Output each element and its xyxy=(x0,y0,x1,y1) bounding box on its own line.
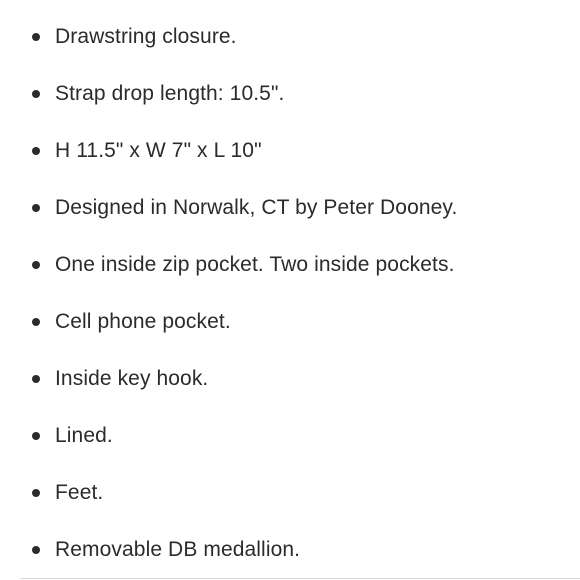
bullet-icon xyxy=(32,546,40,554)
feature-text: Inside key hook. xyxy=(55,366,209,390)
bullet-icon xyxy=(32,261,40,269)
feature-text: Strap drop length: 10.5". xyxy=(55,81,285,105)
bullet-icon xyxy=(32,489,40,497)
list-item xyxy=(0,122,580,179)
feature-list xyxy=(0,8,580,578)
list-item xyxy=(0,179,580,236)
feature-text: One inside zip pocket. Two inside pockets. xyxy=(55,252,455,276)
feature-text: Cell phone pocket. xyxy=(55,309,231,333)
list-item xyxy=(0,293,580,350)
bullet-icon xyxy=(32,90,40,98)
bullet-icon xyxy=(32,432,40,440)
list-item xyxy=(0,521,580,578)
list-item xyxy=(0,8,580,65)
feature-text: Lined. xyxy=(55,423,113,447)
divider xyxy=(20,578,580,579)
bullet-icon xyxy=(32,318,40,326)
list-item xyxy=(0,65,580,122)
bullet-icon xyxy=(32,33,40,41)
feature-text: Drawstring closure. xyxy=(55,24,237,48)
feature-text: Designed in Norwalk, CT by Peter Dooney. xyxy=(55,195,458,219)
list-item xyxy=(0,407,580,464)
feature-text: H 11.5" x W 7" x L 10" xyxy=(55,138,262,162)
bullet-icon xyxy=(32,375,40,383)
list-item xyxy=(0,236,580,293)
bullet-icon xyxy=(32,204,40,212)
bullet-icon xyxy=(32,147,40,155)
list-item xyxy=(0,350,580,407)
list-item xyxy=(0,464,580,521)
feature-text: Feet. xyxy=(55,480,104,504)
feature-text: Removable DB medallion. xyxy=(55,537,301,561)
